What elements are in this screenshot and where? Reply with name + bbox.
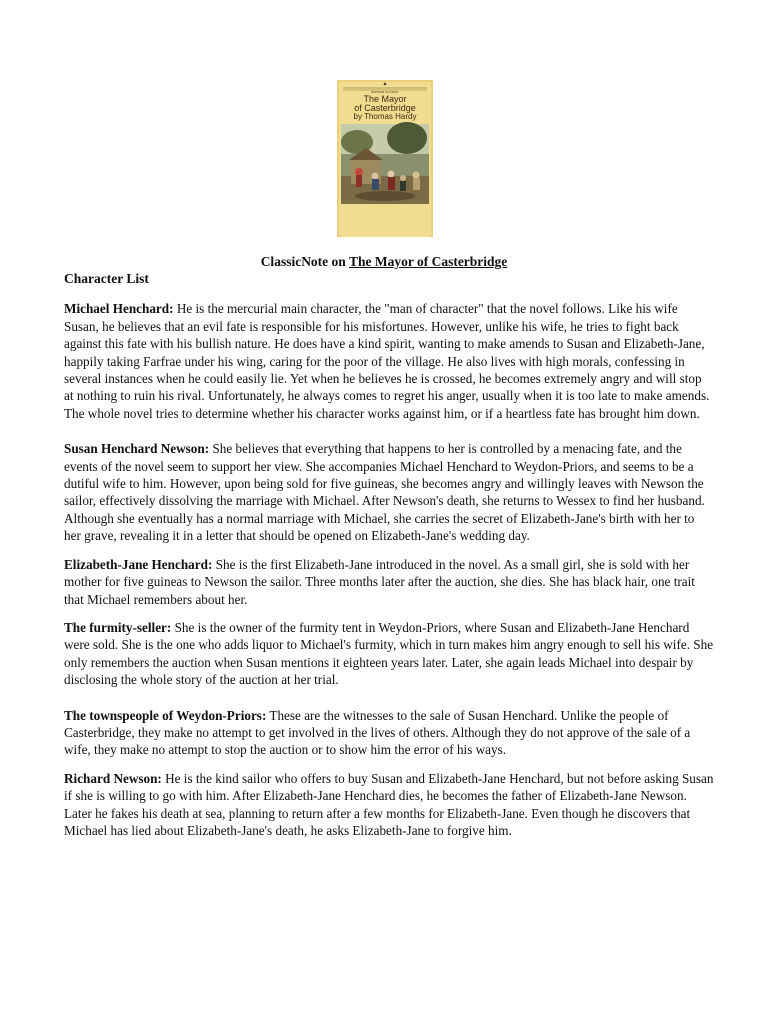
cover-title-line-2: of Casterbridge [354,103,416,113]
character-description: He is the mercurial main character, the "man of character" that the novel follows. Like his wife Susan, he believes that an evil fate is responsible for his misfortunes. However, unlike his wife, he tries to fight back against this fate with his bullish nature. He does have a kind spirit, wanting to make amends to Susan and Elizabeth-Jane, happily taking Farfrae under his wing, caring for the poor of the village. He also lives with high morals, confessing in several instances when he could easily lie. Yet when he believes he is crossed, he becomes extremely angry and will stop at nothing to ruin his rival. Unfortunately, he always comes to regret his anger, usually when it is too late to make amends. The whole novel tries to determine whether his character works against him, or if a heartless fate has brought him down. [64,301,710,421]
cover-title-line-1: The Mayor [363,94,407,104]
character-description: He is the kind sailor who offers to buy Susan and Elizabeth-Jane Henchard, but not before asking Susan if she is willing to go with him. After Elizabeth-Jane Henchard dies, he becomes the father of Elizabeth-Jane Newson. Later he fakes his death at sea, planning to return after a few months for Elizabeth-Jane. Even though he discovers that Michael has lied about Elizabeth-Jane's death, he asks Elizabeth-Jane to forgive him. [64,770,714,838]
book-cover-image [337,80,433,237]
character-name: Richard Newson: [64,770,162,786]
character-description: She believes that everything that happens to her is controlled by a menacing fate, and the events of the novel seem to support her view. She accompanies Michael Henchard to Weydon-Priors, and seems to be a dutiful wife to him. However, upon being sold for five guineas, she becomes angry and willingly leaves with Newson the sailor, effectively dissolving the marriage with Michael. After Newson's death, she returns to Wessex to find her husband. Although she eventually has a normal marriage with Michael, she carries the secret of Elizabeth-Jane's birth with her to her grave, revealing it in a letter that should be opened on Elizabeth-Jane's wedding day. [64,441,705,544]
cover-author: by Thomas Hardy [353,112,417,121]
character-entry [64,707,714,759]
page-heading [0,254,768,270]
cover-title [337,95,433,113]
cover-series-label: BANTAM CLASSIC [371,90,399,94]
character-entry [64,556,714,608]
heading-prefix: ClassicNote on [260,254,346,269]
character-description: She is the first Elizabeth-Jane introduced in the novel. As a small girl, she is sold with her mother for five guineas to Newson the sailor. Three months later after the auction, she dies. She has black hair, one trait that Michael remembers about her. [64,556,695,607]
character-entry [64,440,714,544]
character-description: She is the owner of the furmity tent in Weydon-Priors, where Susan and Elizabeth-Jane Henchard were sold. She is the one who adds liquor to Michael's furmity, which in turn makes him angry enough to sell his wife. She only remembers the auction when Susan mentions it eighteen years later. Later, she again leads Michael into despair by disclosing the whole story of the auction at her trial. [64,619,714,688]
character-entry [64,300,714,422]
character-name: Michael Henchard: [64,301,174,317]
character-name: Susan Henchard Newson: [64,441,210,457]
character-list [64,270,714,839]
character-entry [64,770,714,840]
character-name: The furmity-seller: [64,619,172,635]
character-entry [64,619,714,689]
character-name: The townspeople of Weydon-Priors: [64,707,267,723]
character-name: Elizabeth-Jane Henchard: [64,556,213,572]
section-title: Character List [64,271,149,286]
book-title-link[interactable]: The Mayor of Casterbridge [348,254,508,269]
character-description: These are the witnesses to the sale of Susan Henchard. Unlike the people of Casterbridge, they make no attempt to get involved in the lives of others. Although they do not approve of the sale of a wife, they make no attempt to stop the auction or to show him the error of his ways. [64,707,691,758]
